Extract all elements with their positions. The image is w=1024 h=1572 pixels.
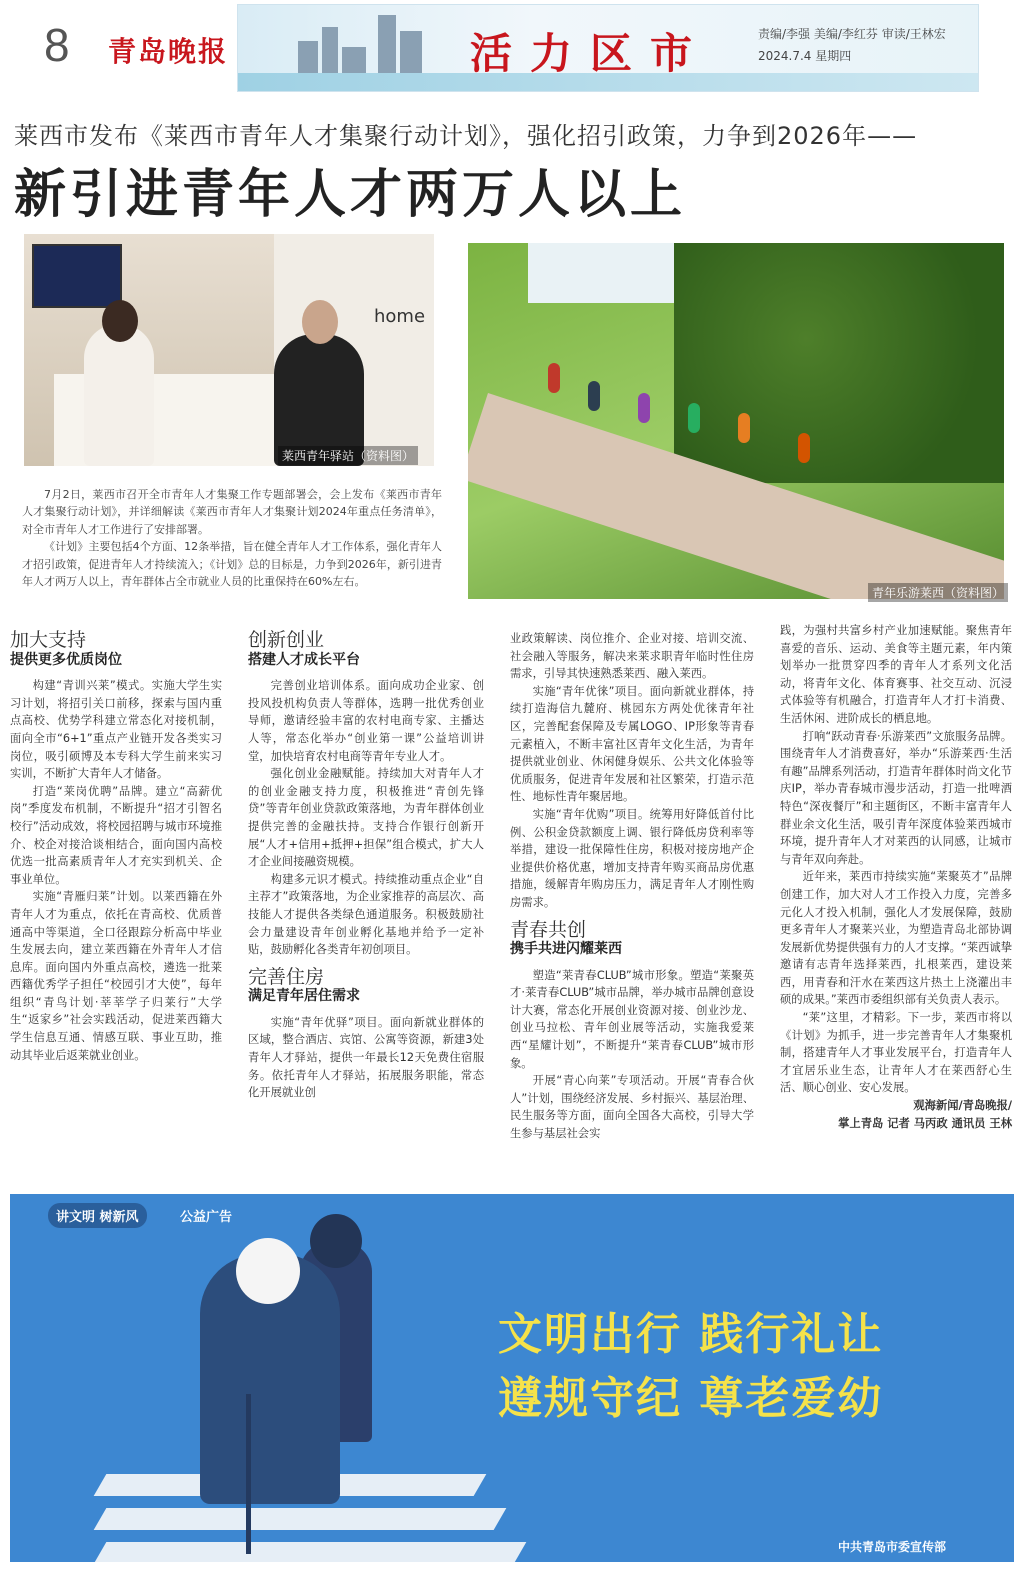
ad-slogan-line-1: 文明出行 践行礼让 <box>498 1309 884 1360</box>
photo-rider <box>798 433 810 463</box>
section-heading: 加大支持 <box>10 629 87 651</box>
crosswalk-stripe <box>94 1542 527 1562</box>
headline-kicker: 莱西市发布《莱西市青年人才集聚行动计划》，强化招引政策，力争到2026年—— <box>14 122 918 150</box>
article-column-2 <box>248 630 484 1102</box>
byline: 掌上青岛 记者 马丙政 通讯员 王林 <box>838 1116 1012 1130</box>
photo2-caption: 青年乐游莱西（资料图） <box>868 583 1008 602</box>
ad-helper-head <box>310 1214 362 1268</box>
ad-slogan-line-2: 遵规守纪 尊老爱幼 <box>498 1373 884 1424</box>
section-title: 活力区市 <box>470 29 711 78</box>
photo-rider <box>548 363 560 393</box>
photo1-caption: 莱西青年驿站（资料图） <box>278 446 418 465</box>
body-paragraph: 实施“青雁归莱”计划。以莱西籍在外青年人才为重点，依托在青高校、优质普通高中等渠道，全口径跟踪分析高中毕业生发展去向，建立莱西籍在外青年人才信息库。面向国内外重点高校，遴选一批莱西籍优秀学子担任“校园引才大使”，每年组织“青鸟计划·莘莘学子归莱行”大学生“返家乡”社会实践活动，促进莱西籍大学生信息互通、情感互联、事业互助，推动其毕业后返莱就业创业。 <box>10 890 222 1062</box>
editor-credits: 责编/李强 美编/李红芬 审读/王林宏 <box>758 27 946 41</box>
body-paragraph: 实施“青年优购”项目。统筹用好降低首付比例、公积金贷款额度上调、银行降低房贷利率等举措，建设一批保障性住房，积极对接房地产企业提供价格优惠，增加支持青年购买商品房优惠措施，缓解青年购房压力，满足青年人才刚性购房需求。 <box>510 807 754 909</box>
section-heading: 创新创业 <box>248 629 325 651</box>
section-banner <box>237 4 979 92</box>
article-column-3 <box>510 630 754 1143</box>
body-paragraph: 实施“青年优徕”项目。面向新就业群体，持续打造海信九麓府、桃园东方两处优徕青年社区，完善配套保障及专属LOGO、IP形象等青春元素植入，不断丰富社区青年文化生活，为青年提供就业创业、休闲健身娱乐、公共文化体验等优质服务，促进青年发展和社区繁荣，打造示范性、地标性青年聚居地。 <box>510 684 754 804</box>
body-paragraph: 打造“莱岗优聘”品牌。建立“高薪优岗”季度发布机制，不断提升“招才引智名校行”活动成效，将校园招聘与城市环境推介、校企对接洽谈相结合，面向国内高校优选一批高素质青年人才充实到机关、企事业单位。 <box>10 784 222 886</box>
photo-trees <box>674 243 1004 483</box>
intro-text <box>22 486 442 590</box>
article-column-1 <box>10 630 222 1064</box>
ad-tag: 讲文明 树新风 <box>48 1203 147 1228</box>
section-subheading: 满足青年居住需求 <box>248 988 360 1005</box>
cane-icon <box>246 1394 251 1554</box>
headline-title: 新引进青年人才两万人以上 <box>14 165 687 225</box>
page-number: 8 <box>44 19 70 71</box>
paper-name: 青岛晚报 <box>108 35 229 68</box>
body-paragraph: “莱”这里，才精彩。下一步，莱西市将以《计划》为抓手，进一步完善青年人才集聚机制，搭建青年人才事业发展平台，打造青年人才宜居乐业生态，让青年人才在莱西舒心生活、顺心创业、安心发展。 <box>780 1011 1012 1095</box>
ad-label: 公益广告 <box>180 1210 233 1225</box>
ad-elder-head <box>236 1238 300 1304</box>
photo-rider <box>738 413 750 443</box>
body-paragraph: 构建多元识才模式。持续推动重点企业“自主荐才”政策落地，为企业家推荐的高层次、高技能人才提供各类绿色通道服务。积极鼓励社会力量建设青年创业孵化基地并给予一定补贴，鼓励孵化各类青年初创项目。 <box>248 872 484 957</box>
crosswalk-stripe <box>94 1508 507 1530</box>
date-line: 2024.7.4 星期四 <box>758 49 852 63</box>
photo-rider <box>638 393 650 423</box>
body-paragraph: 实施“青年优驿”项目。面向新就业群体的区域，整合酒店、宾馆、公寓等资源，新建3处青年人才驿站，提供一年最长12天免费住宿服务。依托青年人才驿站，拓展服务职能，常态化开展就业创 <box>248 1015 484 1100</box>
photo-person <box>84 324 154 466</box>
body-paragraph: 开展“青心向莱”专项活动。开展“青春合伙人”计划，围绕经济发展、乡村振兴、基层治理、民生服务等方面，面向全国各大高校，引导大学生参与基层社会实 <box>510 1074 754 1141</box>
section-heading: 完善住房 <box>248 965 325 988</box>
body-paragraph: 构建“青训兴莱”模式。实施大学生实习计划，将招引关口前移，探索与国内重点高校、优势学科建立常态化对接机制，面向全市“6+1”重点产业链开发各类实习岗位，吸引硕博及本专科大学生前来实习实训，不断扩大青年人才储备。 <box>10 679 222 781</box>
photo-rider <box>688 403 700 433</box>
photo-youth-station <box>24 234 434 466</box>
photo-person-head <box>302 300 338 344</box>
photo-screen <box>32 244 122 308</box>
byline: 观海新闻/青岛晚报/ <box>913 1099 1012 1113</box>
section-heading: 青春共创 <box>510 918 587 941</box>
section-subheading: 携手共进闪耀莱西 <box>510 941 622 958</box>
photo-person-head <box>102 300 138 342</box>
body-paragraph: 打响“跃动青春·乐游莱西”文旅服务品牌。围绕青年人才消费喜好，举办“乐游莱西·生活有趣”品牌系列活动，打造青年群体时尚文化节庆IP，举办青春城市漫步活动，打造一批啤酒特色“深夜餐厅”和主题街区，不断丰富青年人群业余文化生活，吸引青年深度体验莱西城市环境，提升青年人才对莱西的认同感，让城市与青年双向奔赴。 <box>780 729 1012 866</box>
body-paragraph: 近年来，莱西市持续实施“莱聚英才”品牌创建工作，加大对人才工作投入力度，完善多元化人才投入机制，强化人才发展保障，鼓励更多青年人才聚莱兴业，为塑造青岛北部协调发展新优势提供强有力的人才支撑。“莱西诚挚邀请有志青年选择莱西，扎根莱西，建设莱西，用青春和汗水在莱西这片热土上浇灌出丰硕的成果。”莱西市委组织部有关负责人表示。 <box>780 870 1012 1007</box>
photo-cyclists <box>468 243 1004 599</box>
photo-logo-text: home <box>374 306 426 327</box>
intro-paragraph: 《计划》主要包括4个方面、12条举措，旨在健全青年人才工作体系，强化青年人才招引政策，促进青年人才持续流入；《计划》总的目标是，力争到2026年，新引进青年人才两万人以上，青年群体占全市就业人员的比重保持在60%左右。 <box>22 540 442 589</box>
photo-rider <box>588 381 600 411</box>
section-subheading: 提供更多优质岗位 <box>10 651 122 668</box>
article-column-4 <box>780 622 1012 1132</box>
ad-sponsor: 中共青岛市委宣传部 <box>838 1540 947 1554</box>
body-paragraph: 塑造“莱青春CLUB”城市形象。塑造“莱聚英才·莱青春CLUB”城市品牌，举办城市品牌创意设计大赛，常态化开展创业资源对接、创业沙龙、创业马拉松、青年创业展等活动，实施我爱莱西“星耀计划”，不断提升“莱青春CLUB”城市形象。 <box>510 968 754 1070</box>
body-paragraph: 完善创业培训体系。面向成功企业家、创投风投机构负责人等群体，选聘一批优秀创业导师，邀请经验丰富的农村电商专家、主播达人等，常态化举办“创业第一课”公益培训讲堂，加快培育农村电商等青年专业人才。 <box>248 679 484 763</box>
intro-paragraph: 7月2日，莱西市召开全市青年人才集聚工作专题部署会，会上发布《莱西市青年人才集聚行动计划》，并详细解读《莱西市青年人才集聚计划2024年重点任务清单》，对全市青年人才工作进行了安排部署。 <box>22 488 442 536</box>
body-paragraph: 业政策解读、岗位推介、企业对接、培训交流、社会融入等服务，解决来莱求职青年临时性住房需求，引导其快速熟悉莱西、融入莱西。 <box>510 632 754 681</box>
body-paragraph: 践，为强村共富乡村产业加速赋能。聚焦青年喜爱的音乐、运动、美食等主题元素，年内策划举办一批贯穿四季的青年人才系列文化活动，将青年文化、体育赛事、社交互动、沉浸式体验等有机融合，打造青年人才打卡消费、生活休闲、进阶成长的栖息地。 <box>780 624 1012 725</box>
section-subheading: 搭建人才成长平台 <box>248 651 360 668</box>
body-paragraph: 强化创业金融赋能。持续加大对青年人才的创业金融支持力度，积极推进“青创先锋贷”等青年创业贷款政策落地，为青年群体创业提供完善的金融扶持。支持合作银行创新开展“人才+信用+抵押+担保”组合模式，扩大人才企业间接融资规模。 <box>248 767 484 869</box>
